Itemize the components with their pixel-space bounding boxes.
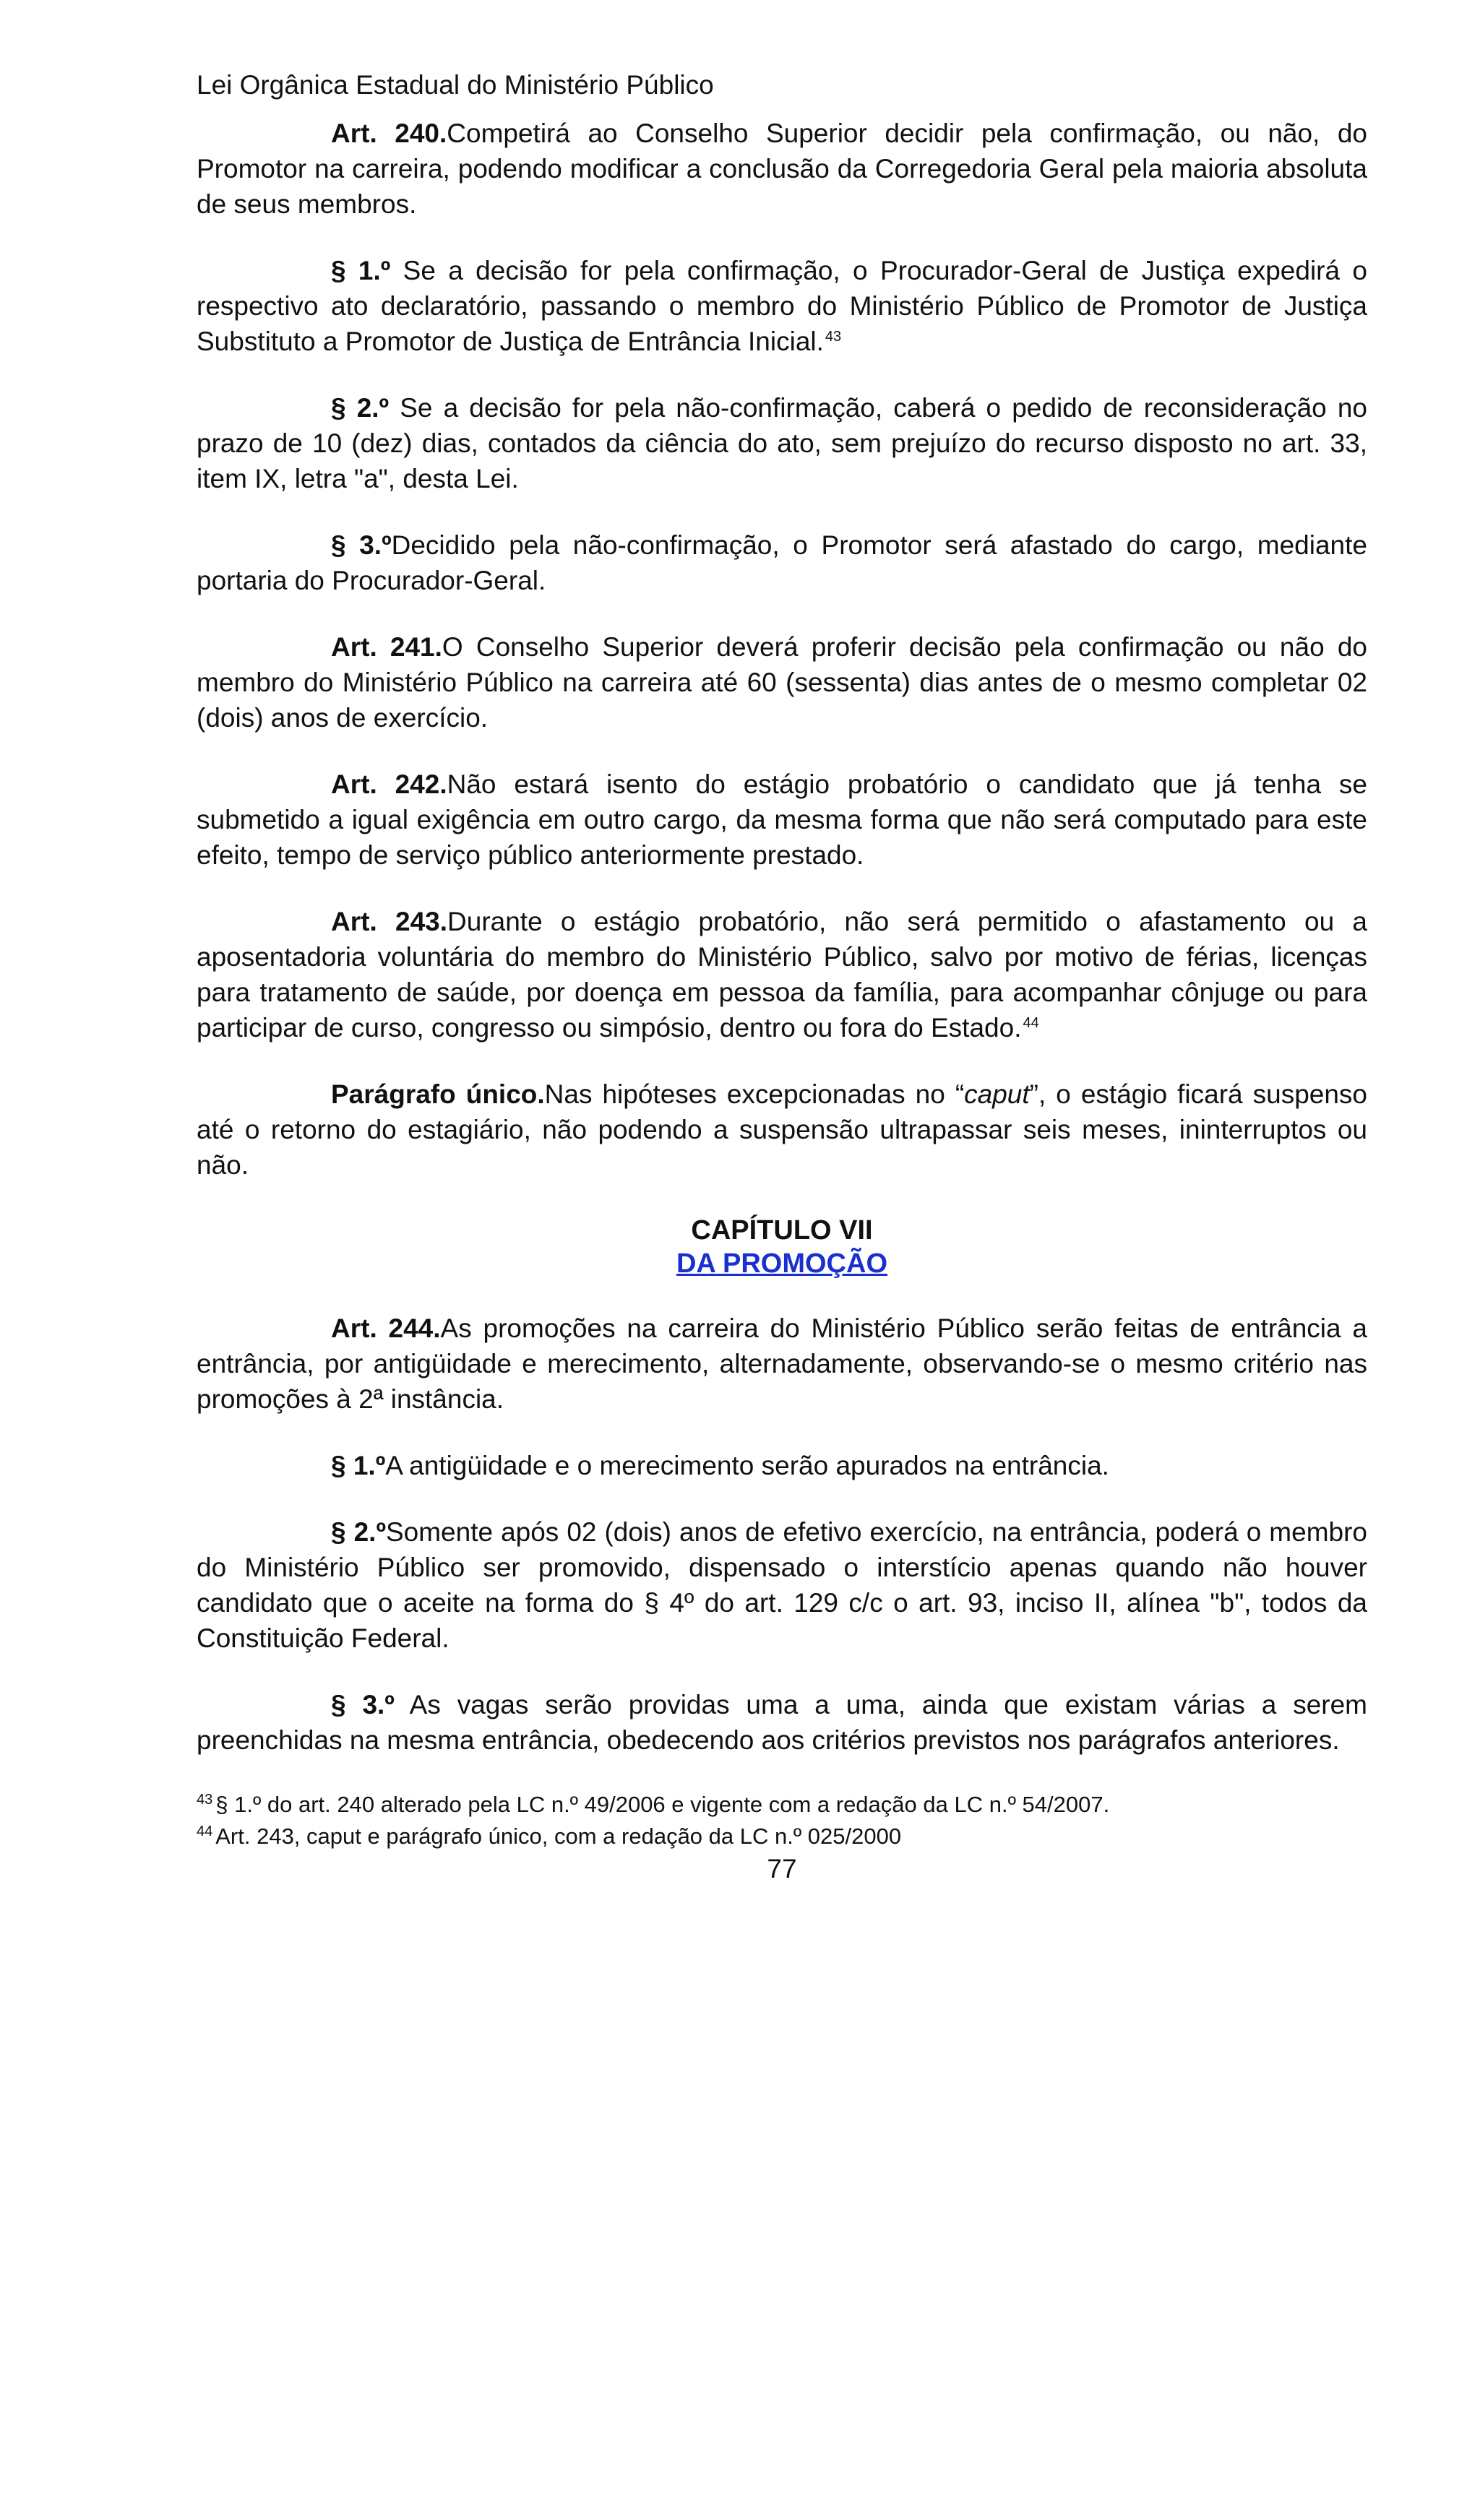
- article-240-paragraph-2: [197, 390, 1367, 496]
- footnote-reference: 44: [1023, 1014, 1039, 1031]
- paragraph-text: Decidido pela não-confirmação, o Promotor será afastado do cargo, mediante portaria do Procurador-Geral.: [197, 530, 1367, 595]
- article-label: Art. 240.: [331, 118, 447, 148]
- page-number: 77: [767, 1854, 797, 1883]
- article-244-paragraph-3: [197, 1687, 1367, 1758]
- article-text: Durante o estágio probatório, não será permitido o afastamento ou a aposentadoria voluntária do membro do Ministério Público, salvo por motivo de férias, licenças para tratamento de saúde, por doença em pessoa da família, para acompanhar cônjuge ou para participar de curso, congresso ou simpósio, dentro ou fora do Estado.: [197, 907, 1367, 1043]
- footnote-reference: 43: [825, 328, 842, 345]
- paragraph-label: § 3.º: [331, 1690, 395, 1719]
- paragraph-label: § 2.º: [331, 393, 390, 423]
- article-243: [197, 904, 1367, 1045]
- footnote-44: [197, 1821, 1367, 1852]
- footnote-number: 43: [197, 1791, 213, 1808]
- caput-term: caput: [964, 1079, 1030, 1109]
- article-label: Art. 244.: [331, 1313, 441, 1343]
- document-page: [197, 69, 1367, 1886]
- paragraph-label: Parágrafo único.: [331, 1079, 545, 1109]
- article-244-paragraph-2: [197, 1514, 1367, 1656]
- article-241: [197, 629, 1367, 735]
- paragraph-text: Se a decisão for pela confirmação, o Procurador-Geral de Justiça expedirá o respectivo ato declaratório, passando o membro do Ministério Público de Promotor de Justiça Substituto a Promotor de Justiça de Entrância Inicial.: [197, 256, 1368, 356]
- paragraph-label: § 2.º: [331, 1517, 386, 1547]
- paragraph-text: A antigüidade e o merecimento serão apurados na entrância.: [385, 1451, 1109, 1480]
- article-242: [197, 767, 1367, 873]
- article-label: Art. 243.: [331, 907, 448, 936]
- article-text: Competirá ao Conselho Superior decidir pela confirmação, ou não, do Promotor na carreira, podendo modificar a conclusão da Corregedoria Geral pela maioria absoluta de seus membros.: [197, 118, 1368, 219]
- footnotes: [197, 1789, 1367, 1852]
- article-240-paragraph-1: [197, 253, 1367, 359]
- article-243-sole-paragraph: [197, 1076, 1367, 1183]
- article-244: [197, 1311, 1367, 1417]
- footnote-43: [197, 1789, 1367, 1821]
- paragraph-text-after: ”, o estágio ficará suspenso até o retorno do estagiário, não podendo a suspensão ultrapassar seis meses, ininterruptos ou não.: [197, 1079, 1367, 1180]
- paragraph-text: As vagas serão providas uma a uma, ainda que existam várias a serem preenchidas na mesma entrância, obedecendo aos critérios previstos nos parágrafos anteriores.: [197, 1690, 1367, 1755]
- article-label: Art. 242.: [331, 769, 447, 799]
- paragraph-label: § 1.º: [331, 1451, 386, 1480]
- chapter-heading: [197, 1214, 1367, 1280]
- article-label: Art. 241.: [331, 632, 442, 662]
- article-text: As promoções na carreira do Ministério Público serão feitas de entrância a entrância, por antigüidade e merecimento, alternadamente, observando-se o mesmo critério nas promoções à 2ª instância.: [197, 1313, 1367, 1414]
- chapter-number: CAPÍTULO VII: [691, 1215, 873, 1246]
- article-text: O Conselho Superior deverá proferir decisão pela confirmação ou não do membro do Ministério Público na carreira até 60 (sessenta) dias antes de o mesmo completar 02 (dois) anos de exercício.: [197, 632, 1367, 733]
- paragraph-label: § 3.º: [331, 530, 392, 560]
- running-header: Lei Orgânica Estadual do Ministério Público: [197, 70, 714, 100]
- footnote-text: Art. 243, caput e parágrafo único, com a redação da LC n.º 025/2000: [215, 1824, 902, 1849]
- footnote-text: § 1.º do art. 240 alterado pela LC n.º 49/2006 e vigente com a redação da LC n.º 54/2007.: [215, 1792, 1110, 1817]
- article-240-paragraph-3: [197, 527, 1367, 598]
- paragraph-label: § 1.º: [331, 256, 391, 285]
- paragraph-text: Somente após 02 (dois) anos de efetivo exercício, na entrância, poderá o membro do Ministério Público ser promovido, dispensado o interstício apenas quando não houver candidato que o aceite na forma do § 4º do art. 129 c/c o art. 93, inciso II, alínea "b", todos da Constituição Federal.: [197, 1517, 1367, 1653]
- article-text: Não estará isento do estágio probatório o candidato que já tenha se submetido a igual exigência em outro cargo, da mesma forma que não será computado para este efeito, tempo de serviço público anteriormente prestado.: [197, 769, 1367, 870]
- article-244-paragraph-1: [197, 1448, 1367, 1483]
- footnote-number: 44: [197, 1823, 213, 1839]
- paragraph-text-before: Nas hipóteses excepcionadas no “: [544, 1079, 965, 1109]
- chapter-title-link[interactable]: DA PROMOÇÃO: [676, 1248, 888, 1279]
- article-240: [197, 116, 1367, 222]
- paragraph-text: Se a decisão for pela não-confirmação, caberá o pedido de reconsideração no prazo de 10 (dez) dias, contados da ciência do ato, sem prejuízo do recurso disposto no art. 33, item IX, letra "a", desta Lei.: [197, 393, 1367, 493]
